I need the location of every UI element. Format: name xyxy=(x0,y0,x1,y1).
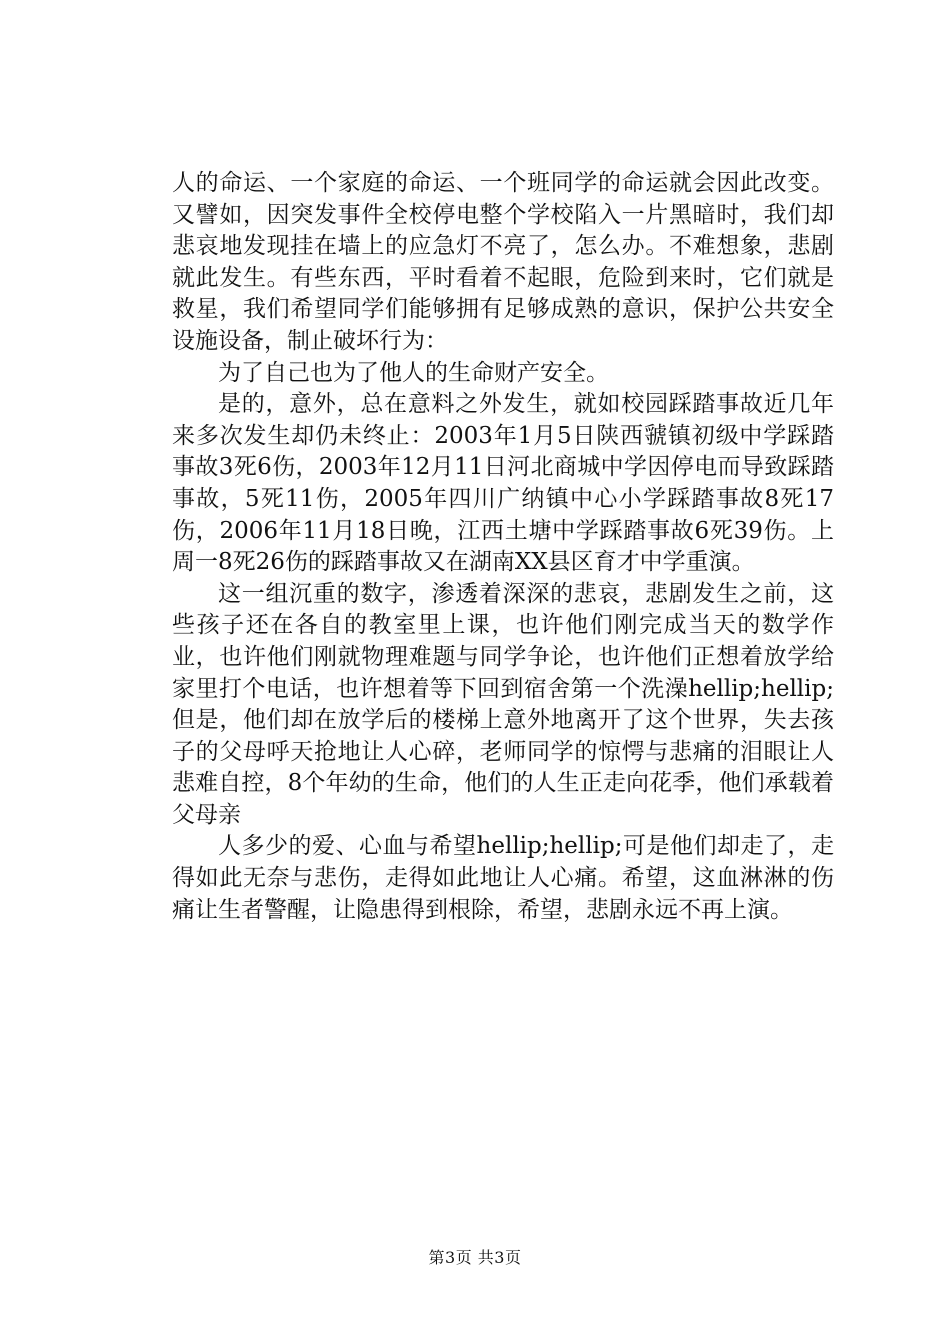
paragraph-conclusion: 人多少的爱、心血与希望hellip;hellip;可是他们却走了，走得如此无奈与悲伤，走得如此地让人心痛。希望，这血淋淋的伤痛让生者警醒，让隐患得到根除，希望，悲剧永远不再上演。 xyxy=(172,833,834,923)
paragraph-numbers: 这一组沉重的数字，渗透着深深的悲哀，悲剧发生之前，这些孩子还在各自的教室里上课，也许他们刚完成当天的数学作业，也许他们刚就物理难题与同学争论，也许他们正想着放学给家里打个电话，也许想着等下回到宿舍第一个洗澡hellip;hellip;但是，他们却在放学后的楼梯上意外地离开了这个世界，失去孩子的父母呼天抢地让人心碎，老师同学的惊愕与悲痛的泪眼让人悲难自控，8个年幼的生命，他们的人生正走向花季，他们承载着父母亲 xyxy=(172,580,834,828)
document-body xyxy=(172,168,834,926)
paragraph-accidents: 是的，意外，总在意料之外发生，就如校园踩踏事故近几年来多次发生却仍未终止：2003年1月5日陕西虢镇初级中学踩踏事故3死6伤，2003年12月11日河北商城中学因停电而导致踩踏事故，5死11伤，2005年四川广纳镇中心小学踩踏事故8死17伤，2006年11月18日晚，江西土塘中学踩踏事故6死39伤。上周一8死26伤的踩踏事故又在湖南XX县区育才中学重演。 xyxy=(172,391,834,576)
paragraph-safety: 为了自己也为了他人的生命财产安全。 xyxy=(218,359,609,386)
paragraph-continuation: 人的命运、一个家庭的命运、一个班同学的命运就会因此改变。又譬如，因突发事件全校停电整个学校陷入一片黑暗时，我们却悲哀地发现挂在墙上的应急灯不亮了，怎么办。不难想象，悲剧就此发生。有些东西，平时看着不起眼，危险到来时，它们就是救星，我们希望同学们能够拥有足够成熟的意识，保护公共安全设施设备，制止破坏行为： xyxy=(172,170,834,354)
page-footer: 第3页 共3页 xyxy=(428,1248,522,1267)
